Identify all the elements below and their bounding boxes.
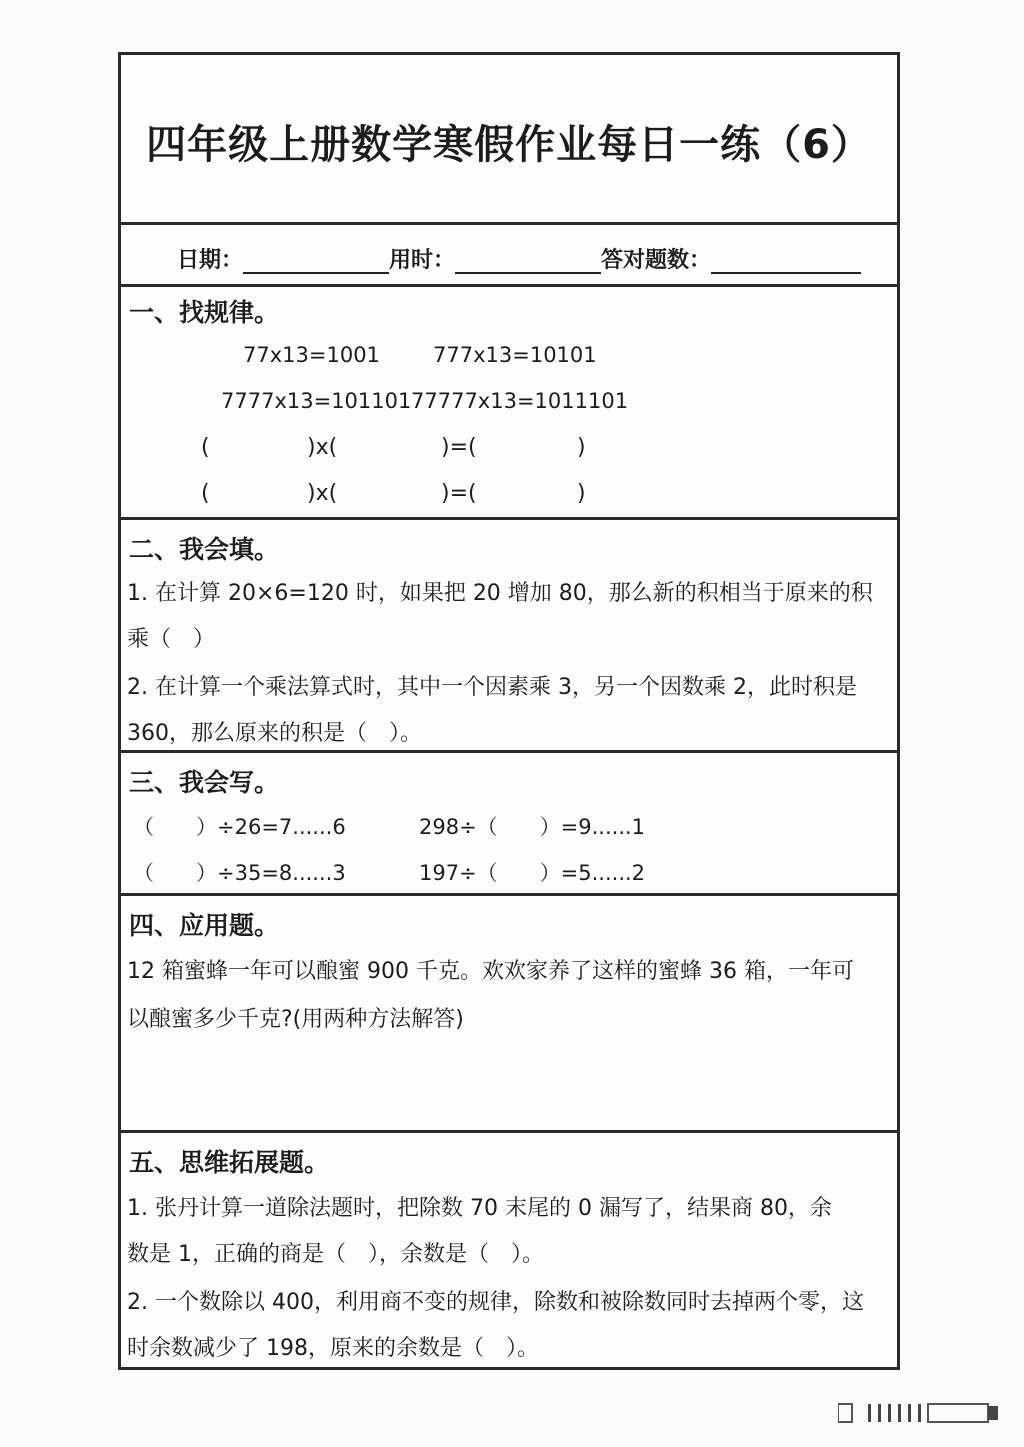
section-word-problem: [121, 896, 897, 1133]
question-text: 2. 在计算一个乘法算式时，其中一个因素乘 3，另一个因数乘 2，此时积是: [127, 675, 857, 700]
section-find-pattern: [121, 287, 897, 520]
question-text: 数是 1，正确的商是（ ），余数是（ ）。: [127, 1242, 544, 1267]
question-text: 时余数减少了 198，原来的余数是（ ）。: [127, 1336, 539, 1361]
section-fill-in: [121, 520, 897, 753]
answer-paren: )x(: [307, 481, 338, 506]
section-heading: 二、我会填。: [129, 535, 280, 564]
worksheet: [118, 52, 900, 1370]
answer-paren: )=(: [441, 481, 477, 506]
division-problem: 197÷（ ）=5......2: [419, 861, 646, 885]
question-text: 2. 一个数除以 400，利用商不变的规律，除数和被除数同时去掉两个零，这: [127, 1290, 864, 1315]
division-problem: （ ）÷26=7......6: [133, 815, 346, 839]
question-text: 乘（ ）: [127, 627, 216, 652]
answer-paren: (: [201, 481, 210, 506]
equation: 77x13=1001: [243, 343, 380, 367]
division-problem: （ ）÷35=8......3: [133, 861, 346, 885]
section-heading: 三、我会写。: [129, 768, 280, 797]
question-text: 360，那么原来的积是（ ）。: [127, 721, 422, 746]
question-text: 1. 张丹计算一道除法题时，把除数 70 末尾的 0 漏写了，结果商 80，余: [127, 1196, 832, 1221]
section-heading: 四、应用题。: [129, 911, 280, 940]
page-title: 四年级上册数学寒假作业每日一练（6）: [146, 122, 872, 168]
barcode-mark-icon: [838, 1402, 1000, 1424]
question-text: 1. 在计算 20×6=120 时，如果把 20 增加 80，那么新的积相当于原来的积: [127, 581, 873, 606]
question-text: 以酿蜜多少千克?(用两种方法解答): [127, 1007, 464, 1032]
answer-paren: )=(: [441, 435, 477, 460]
section-heading: 五、思维拓展题。: [129, 1148, 330, 1177]
time-blank: [455, 248, 601, 274]
correct-count-blank: [711, 248, 861, 274]
section-heading: 一、找规律。: [129, 298, 280, 327]
answer-paren: ): [577, 481, 586, 506]
title-section: [121, 55, 897, 225]
time-label: 用时：: [389, 248, 456, 273]
correct-count-label: 答对题数：: [601, 248, 712, 273]
answer-paren: (: [201, 435, 210, 460]
info-row: [177, 243, 861, 274]
answer-paren: )x(: [307, 435, 338, 460]
date-blank: [243, 248, 389, 274]
section-write: [121, 753, 897, 896]
info-section: [121, 225, 897, 287]
equation: 7777x13=101101: [221, 389, 412, 413]
answer-paren: ): [577, 435, 586, 460]
equation: 777x13=10101: [433, 343, 597, 367]
date-label: 日期：: [177, 248, 244, 273]
question-text: 12 箱蜜蜂一年可以酿蜜 900 千克。欢欢家养了这样的蜜蜂 36 箱，一年可: [127, 959, 854, 984]
section-thinking: [121, 1133, 897, 1367]
division-problem: 298÷（ ）=9......1: [419, 815, 646, 839]
equation: 77777x13=1011101: [411, 389, 629, 413]
